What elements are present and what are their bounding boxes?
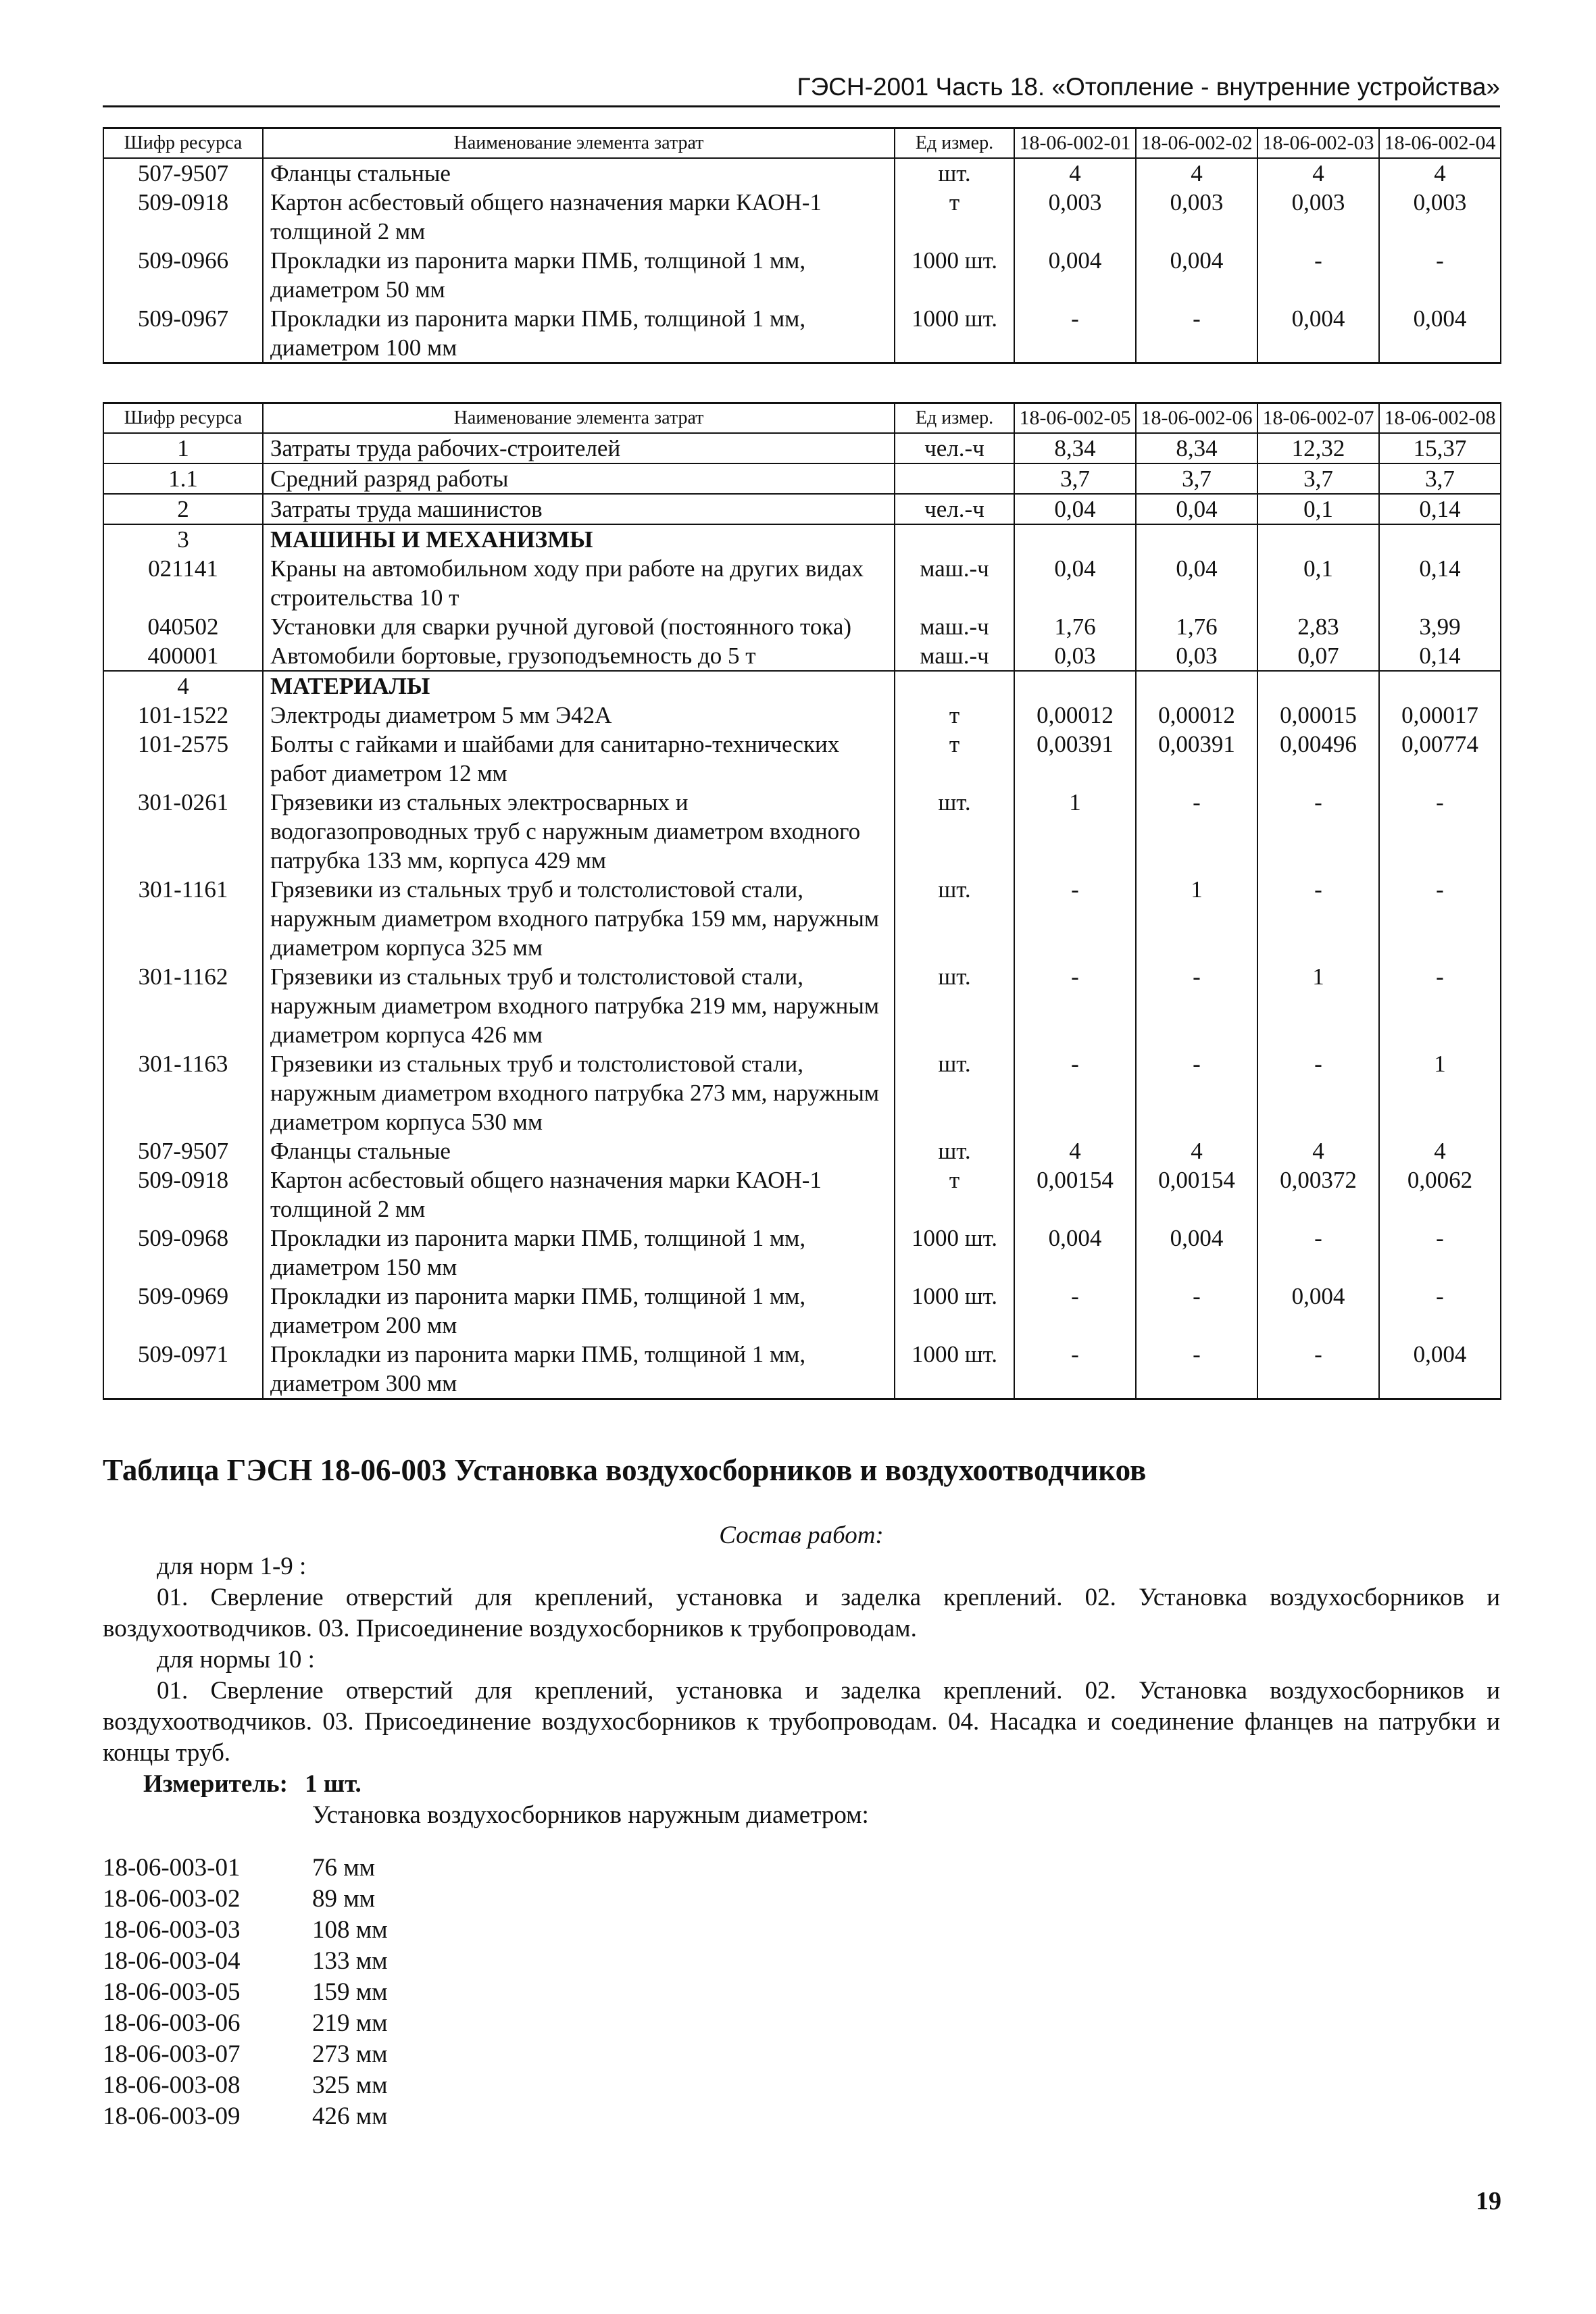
- resource-code: 507-9507: [103, 1136, 263, 1165]
- cost-element-name: Картон асбестовый общего назначения марки КАОН-1 толщиной 2 мм: [263, 1165, 895, 1224]
- norm-value-cell: -: [1379, 246, 1501, 304]
- unit-cell: 1000 шт.: [895, 1224, 1014, 1282]
- norm-value-cell: 8,34: [1014, 433, 1136, 463]
- cost-element-name: Затраты труда рабочих-строителей: [263, 433, 895, 463]
- cost-element-name: Грязевики из стальных труб и толстолистовой стали, наружным диаметром входного патрубка 219 мм, наружным диаметром корпуса 426 мм: [263, 962, 895, 1049]
- unit-cell: т: [895, 1165, 1014, 1224]
- unit-cell: чел.-ч: [895, 433, 1014, 463]
- cost-element-name: Прокладки из паронита марки ПМБ, толщиной 1 мм, диаметром 100 мм: [263, 304, 895, 363]
- norm-diameter: 108 мм: [312, 1916, 388, 1944]
- norm-value-cell: 0,04: [1136, 554, 1257, 612]
- resource-code: 101-2575: [103, 730, 263, 788]
- norm-value-cell: -: [1136, 788, 1257, 875]
- unit-cell: 1000 шт.: [895, 246, 1014, 304]
- norm-value-cell: [1014, 524, 1136, 554]
- table-row: [103, 304, 1501, 363]
- norm-value-cell: [1257, 671, 1379, 701]
- col-header-norm: 18-06-002-06: [1136, 403, 1257, 434]
- norm-value-cell: 0,1: [1257, 494, 1379, 524]
- norm-value-cell: 0,03: [1014, 641, 1136, 671]
- norm-list-item: [103, 2039, 388, 2070]
- norm-code: 18-06-003-02: [103, 1885, 241, 1913]
- norm-value-cell: 1: [1257, 962, 1379, 1049]
- cost-element-name: Средний разряд работы: [263, 463, 895, 494]
- table-row: [103, 788, 1501, 875]
- norm-diameter: 273 мм: [312, 2040, 388, 2068]
- norm-value-cell: 0,004: [1014, 246, 1136, 304]
- resource-code: 1: [103, 433, 263, 463]
- table-row: [103, 158, 1501, 188]
- norm-value-cell: 4: [1014, 1136, 1136, 1165]
- norm-value-cell: [1379, 671, 1501, 701]
- norm-diameter: 159 мм: [312, 1978, 388, 2006]
- cost-element-name: Установки для сварки ручной дуговой (постоянного тока): [263, 612, 895, 641]
- resource-code: 400001: [103, 641, 263, 671]
- norm-value-cell: 0,004: [1257, 1282, 1379, 1340]
- norm-value-cell: -: [1257, 1340, 1379, 1399]
- norm-value-cell: -: [1379, 962, 1501, 1049]
- norm-list-item: [103, 2101, 388, 2132]
- norm-value-cell: 0,14: [1379, 554, 1501, 612]
- norm-list-item: [103, 1884, 388, 1915]
- norm-code: 18-06-003-01: [103, 1854, 241, 1882]
- norm-value-cell: 0,0062: [1379, 1165, 1501, 1224]
- norm-value-cell: 4: [1136, 158, 1257, 188]
- col-header-norm: 18-06-002-05: [1014, 403, 1136, 434]
- work-description: 01. Сверление отверстий для креплений, установка и заделка креплений. 02. Установка воздухосборников и воздухоотводчиков. 03. Присоединение воздухосборников к трубопроводам.: [103, 1584, 1500, 1642]
- norms-range-label: для нормы 10 :: [157, 1646, 315, 1674]
- resource-code: 509-0968: [103, 1224, 263, 1282]
- norm-value-cell: 0,03: [1136, 641, 1257, 671]
- norm-list-item: [103, 2008, 388, 2039]
- norm-value-cell: 12,32: [1257, 433, 1379, 463]
- table-row: [103, 1136, 1501, 1165]
- table-row: [103, 1165, 1501, 1224]
- resource-code: 3: [103, 524, 263, 554]
- resource-code: 301-0261: [103, 788, 263, 875]
- norm-value-cell: 1: [1379, 1049, 1501, 1136]
- unit-cell: т: [895, 730, 1014, 788]
- norm-value-cell: -: [1379, 875, 1501, 962]
- norm-code: 18-06-003-09: [103, 2103, 241, 2130]
- unit-cell: маш.-ч: [895, 641, 1014, 671]
- norm-value-cell: -: [1257, 246, 1379, 304]
- unit-cell: шт.: [895, 158, 1014, 188]
- norm-value-cell: 4: [1379, 158, 1501, 188]
- cost-element-name: Грязевики из стальных электросварных и водогазопроводных труб с наружным диаметром входного патрубка 133 мм, корпуса 429 мм: [263, 788, 895, 875]
- norm-value-cell: -: [1379, 1282, 1501, 1340]
- table-row: [103, 701, 1501, 730]
- norm-value-cell: 2,83: [1257, 612, 1379, 641]
- cost-element-name: Краны на автомобильном ходу при работе на других видах строительства 10 т: [263, 554, 895, 612]
- unit-cell: [895, 671, 1014, 701]
- norm-value-cell: -: [1014, 875, 1136, 962]
- cost-element-name: Фланцы стальные: [263, 158, 895, 188]
- norm-value-cell: 0,00496: [1257, 730, 1379, 788]
- table-row: [103, 1340, 1501, 1399]
- norm-value-cell: 8,34: [1136, 433, 1257, 463]
- unit-cell: маш.-ч: [895, 612, 1014, 641]
- norm-value-cell: 4: [1014, 158, 1136, 188]
- cost-element-name: Автомобили бортовые, грузоподъемность до 5 т: [263, 641, 895, 671]
- norm-value-cell: -: [1014, 1282, 1136, 1340]
- norm-diameter: 219 мм: [312, 2009, 388, 2037]
- table-row: [103, 246, 1501, 304]
- unit-cell: маш.-ч: [895, 554, 1014, 612]
- norm-value-cell: 4: [1136, 1136, 1257, 1165]
- norm-value-cell: 0,00012: [1136, 701, 1257, 730]
- norm-value-cell: [1257, 524, 1379, 554]
- norm-value-cell: 0,00015: [1257, 701, 1379, 730]
- norm-value-cell: 0,14: [1379, 641, 1501, 671]
- norm-value-cell: 0,003: [1136, 188, 1257, 246]
- norm-value-cell: [1379, 524, 1501, 554]
- resource-code: 301-1161: [103, 875, 263, 962]
- unit-cell: 1000 шт.: [895, 1282, 1014, 1340]
- norm-value-cell: -: [1014, 1340, 1136, 1399]
- norm-value-cell: 0,04: [1136, 494, 1257, 524]
- cost-element-name: Картон асбестовый общего назначения марки КАОН-1 толщиной 2 мм: [263, 188, 895, 246]
- norm-value-cell: 0,00391: [1014, 730, 1136, 788]
- table-row: [103, 188, 1501, 246]
- norm-value-cell: 3,7: [1257, 463, 1379, 494]
- norm-value-cell: -: [1379, 1224, 1501, 1282]
- unit-cell: [895, 463, 1014, 494]
- resource-table-2: [103, 402, 1501, 1400]
- norm-value-cell: 0,004: [1379, 1340, 1501, 1399]
- section-title: Таблица ГЭСН 18-06-003 Установка воздухосборников и воздухоотводчиков: [103, 1453, 1147, 1487]
- norm-list-item: [103, 1853, 388, 1884]
- resource-code: 4: [103, 671, 263, 701]
- col-header-norm: 18-06-002-01: [1014, 128, 1136, 159]
- table-row: [103, 494, 1501, 524]
- norm-value-cell: 0,004: [1014, 1224, 1136, 1282]
- norm-list-item: [103, 1977, 388, 2008]
- norm-value-cell: 4: [1257, 1136, 1379, 1165]
- unit-cell: шт.: [895, 1049, 1014, 1136]
- norm-value-cell: 0,00372: [1257, 1165, 1379, 1224]
- norm-value-cell: [1136, 671, 1257, 701]
- norm-value-cell: 0,00391: [1136, 730, 1257, 788]
- cost-element-name: Грязевики из стальных труб и толстолистовой стали, наружным диаметром входного патрубка 159 мм, наружным диаметром корпуса 325 мм: [263, 875, 895, 962]
- norm-value-cell: 0,00154: [1136, 1165, 1257, 1224]
- norm-code: 18-06-003-04: [103, 1947, 241, 1975]
- unit-cell: шт.: [895, 875, 1014, 962]
- norm-value-cell: 0,003: [1379, 188, 1501, 246]
- norms-list: [103, 1853, 388, 2132]
- norm-diameter: 426 мм: [312, 2103, 388, 2130]
- norm-value-cell: 0,04: [1014, 494, 1136, 524]
- cost-element-name: Грязевики из стальных труб и толстолистовой стали, наружным диаметром входного патрубка 273 мм, наружным диаметром корпуса 530 мм: [263, 1049, 895, 1136]
- norm-value-cell: 0,1: [1257, 554, 1379, 612]
- norm-list-item: [103, 1915, 388, 1946]
- norm-value-cell: 4: [1257, 158, 1379, 188]
- table-row: [103, 641, 1501, 671]
- resource-code: 509-0967: [103, 304, 263, 363]
- running-header: ГЭСН-2001 Часть 18. «Отопление - внутренние устройства»: [103, 73, 1500, 107]
- col-header-code: Шифр ресурса: [103, 403, 263, 434]
- norm-value-cell: [1014, 671, 1136, 701]
- unit-cell: чел.-ч: [895, 494, 1014, 524]
- norm-code: 18-06-003-07: [103, 2040, 241, 2068]
- resource-code: 509-0918: [103, 188, 263, 246]
- unit-cell: 1000 шт.: [895, 1340, 1014, 1399]
- unit-cell: т: [895, 188, 1014, 246]
- unit-cell: шт.: [895, 1136, 1014, 1165]
- resource-code: 507-9507: [103, 158, 263, 188]
- meter-label: Измеритель:: [143, 1770, 288, 1798]
- resource-code: 021141: [103, 554, 263, 612]
- norm-value-cell: 0,14: [1379, 494, 1501, 524]
- table-row: [103, 433, 1501, 463]
- norm-value-cell: 1: [1136, 875, 1257, 962]
- col-header-norm: 18-06-002-04: [1379, 128, 1501, 159]
- norm-value-cell: 3,7: [1379, 463, 1501, 494]
- norm-code: 18-06-003-08: [103, 2071, 241, 2099]
- norm-value-cell: -: [1136, 304, 1257, 363]
- resource-code: 509-0971: [103, 1340, 263, 1399]
- col-header-code: Шифр ресурса: [103, 128, 263, 159]
- meter-line: [103, 1769, 1500, 1800]
- norm-value-cell: [1136, 524, 1257, 554]
- norm-diameter: 325 мм: [312, 2071, 388, 2099]
- norm-diameter: 76 мм: [312, 1854, 376, 1882]
- norm-code: 18-06-003-06: [103, 2009, 241, 2037]
- resource-code: 301-1163: [103, 1049, 263, 1136]
- table-row: [103, 524, 1501, 554]
- col-header-name: Наименование элемента затрат: [263, 403, 895, 434]
- norm-diameter: 133 мм: [312, 1947, 388, 1975]
- norm-value-cell: 3,7: [1014, 463, 1136, 494]
- norm-value-cell: 4: [1379, 1136, 1501, 1165]
- norm-value-cell: 0,07: [1257, 641, 1379, 671]
- table-header-row: [103, 403, 1501, 434]
- norm-value-cell: 0,00012: [1014, 701, 1136, 730]
- table-row: [103, 671, 1501, 701]
- norms-group-1: [103, 1551, 1500, 1831]
- cost-element-name: МАШИНЫ И МЕХАНИЗМЫ: [263, 524, 895, 554]
- norm-value-cell: -: [1014, 962, 1136, 1049]
- norm-value-cell: 1,76: [1136, 612, 1257, 641]
- col-header-unit: Ед измер.: [895, 403, 1014, 434]
- norm-value-cell: -: [1257, 788, 1379, 875]
- col-header-norm: 18-06-002-08: [1379, 403, 1501, 434]
- table-row: [103, 962, 1501, 1049]
- norm-value-cell: 0,00154: [1014, 1165, 1136, 1224]
- norm-value-cell: 1,76: [1014, 612, 1136, 641]
- resource-table-1: [103, 127, 1501, 364]
- norm-value-cell: 0,04: [1014, 554, 1136, 612]
- norm-value-cell: -: [1379, 788, 1501, 875]
- resource-code: 509-0966: [103, 246, 263, 304]
- unit-cell: шт.: [895, 962, 1014, 1049]
- cost-element-name: Прокладки из паронита марки ПМБ, толщиной 1 мм, диаметром 200 мм: [263, 1282, 895, 1340]
- table-row: [103, 612, 1501, 641]
- unit-cell: [895, 524, 1014, 554]
- norm-value-cell: 3,99: [1379, 612, 1501, 641]
- norm-value-cell: 0,004: [1136, 1224, 1257, 1282]
- norm-value-cell: -: [1257, 1049, 1379, 1136]
- resource-code: 040502: [103, 612, 263, 641]
- col-header-norm: 18-06-002-03: [1257, 128, 1379, 159]
- meter-value: 1 шт.: [305, 1770, 361, 1798]
- cost-element-name: Электроды диаметром 5 мм Э42А: [263, 701, 895, 730]
- norm-value-cell: 0,004: [1257, 304, 1379, 363]
- col-header-norm: 18-06-002-02: [1136, 128, 1257, 159]
- table-row: [103, 1282, 1501, 1340]
- cost-element-name: Затраты труда машинистов: [263, 494, 895, 524]
- cost-element-name: Болты с гайками и шайбами для санитарно-технических работ диаметром 12 мм: [263, 730, 895, 788]
- norm-value-cell: 0,004: [1136, 246, 1257, 304]
- col-header-unit: Ед измер.: [895, 128, 1014, 159]
- cost-element-name: Прокладки из паронита марки ПМБ, толщиной 1 мм, диаметром 300 мм: [263, 1340, 895, 1399]
- norm-value-cell: -: [1014, 304, 1136, 363]
- norm-value-cell: 3,7: [1136, 463, 1257, 494]
- table-row: [103, 554, 1501, 612]
- norm-value-cell: -: [1257, 1224, 1379, 1282]
- table-header-row: [103, 128, 1501, 159]
- cost-element-name: Прокладки из паронита марки ПМБ, толщиной 1 мм, диаметром 50 мм: [263, 246, 895, 304]
- table-row: [103, 730, 1501, 788]
- norm-code: 18-06-003-03: [103, 1916, 241, 1944]
- norm-value-cell: 0,00017: [1379, 701, 1501, 730]
- table-row: [103, 1049, 1501, 1136]
- resource-code: 101-1522: [103, 701, 263, 730]
- col-header-name: Наименование элемента затрат: [263, 128, 895, 159]
- norm-value-cell: -: [1136, 1340, 1257, 1399]
- unit-cell: т: [895, 701, 1014, 730]
- norm-value-cell: 0,00774: [1379, 730, 1501, 788]
- work-description: 01. Сверление отверстий для креплений, установка и заделка креплений. 02. Установка воздухосборников и воздухоотводчиков. 03. Присоединение воздухосборников к трубопроводам. 04. Насадка и соединение фланцев на патрубки и концы труб.: [103, 1677, 1500, 1767]
- unit-cell: 1000 шт.: [895, 304, 1014, 363]
- norm-list-item: [103, 2070, 388, 2101]
- resource-code: 2: [103, 494, 263, 524]
- norm-value-cell: 0,003: [1014, 188, 1136, 246]
- norm-value-cell: 0,003: [1257, 188, 1379, 246]
- norm-code: 18-06-003-05: [103, 1978, 241, 2006]
- composition-label: Состав работ:: [719, 1521, 884, 1549]
- resource-code: 509-0918: [103, 1165, 263, 1224]
- page-number: 19: [1476, 2187, 1501, 2215]
- table-row: [103, 463, 1501, 494]
- cost-element-name: Фланцы стальные: [263, 1136, 895, 1165]
- norm-value-cell: 15,37: [1379, 433, 1501, 463]
- norm-value-cell: -: [1136, 1049, 1257, 1136]
- norm-value-cell: 0,004: [1379, 304, 1501, 363]
- norm-diameter: 89 мм: [312, 1885, 376, 1913]
- unit-cell: шт.: [895, 788, 1014, 875]
- norm-value-cell: -: [1136, 1282, 1257, 1340]
- table-row: [103, 1224, 1501, 1282]
- norm-value-cell: -: [1014, 1049, 1136, 1136]
- norm-value-cell: 1: [1014, 788, 1136, 875]
- norm-value-cell: -: [1136, 962, 1257, 1049]
- norm-value-cell: -: [1257, 875, 1379, 962]
- norms-range-label: для норм 1-9 :: [157, 1553, 307, 1580]
- cost-element-name: Прокладки из паронита марки ПМБ, толщиной 1 мм, диаметром 150 мм: [263, 1224, 895, 1282]
- resource-code: 301-1162: [103, 962, 263, 1049]
- resource-code: 1.1: [103, 463, 263, 494]
- installation-caption: Установка воздухосборников наружным диаметром:: [312, 1801, 869, 1829]
- cost-element-name: МАТЕРИАЛЫ: [263, 671, 895, 701]
- norm-list-item: [103, 1946, 388, 1977]
- table-row: [103, 875, 1501, 962]
- resource-code: 509-0969: [103, 1282, 263, 1340]
- col-header-norm: 18-06-002-07: [1257, 403, 1379, 434]
